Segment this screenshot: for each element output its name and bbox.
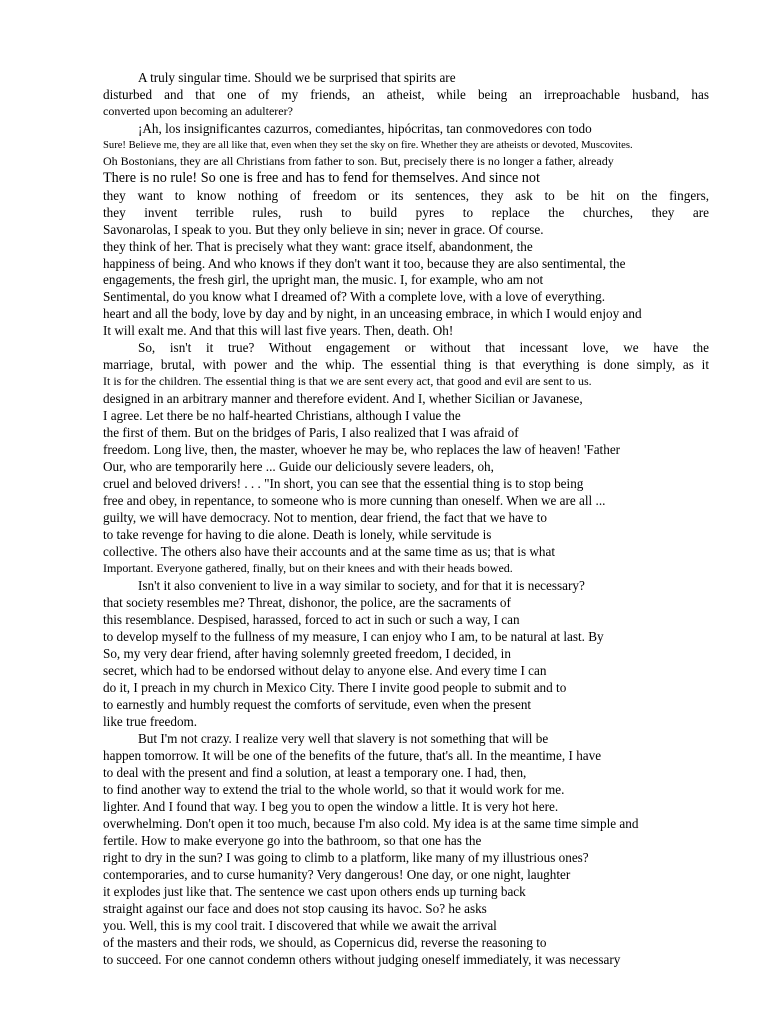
text-line: they invent terrible rules, rush to build pyres to replace the churches, they are [103, 205, 709, 220]
text-line: do it, I preach in my church in Mexico City. There I invite good people to submit and to [103, 680, 567, 695]
text-line: converted upon becoming an adulterer? [103, 104, 293, 118]
text-line: happiness of being. And who knows if they don't want it too, because they are also sentimental, the [103, 256, 626, 271]
text-line: right to dry in the sun? I was going to climb to a platform, like many of my illustrious ones? [103, 850, 589, 865]
text-line: free and obey, in repentance, to someone who is more cunning than oneself. When we are all ... [103, 493, 606, 508]
text-line: to earnestly and humbly request the comforts of servitude, even when the present [103, 697, 532, 712]
text-line: the first of them. But on the bridges of Paris, I also realized that I was afraid of [103, 425, 519, 440]
text-line: collective. The others also have their accounts and at the same time as us; that is what [103, 544, 556, 559]
text-line: they think of her. That is precisely what they want: grace itself, abandonment, the [103, 239, 533, 254]
text-line: Sentimental, do you know what I dreamed of? With a complete love, with a love of everything. [103, 289, 606, 304]
text-line: Important. Everyone gathered, finally, but on their knees and with their heads bowed. [103, 561, 513, 575]
text-line: to develop myself to the fullness of my measure, I can enjoy who I am, to be natural at last. By [103, 629, 604, 644]
text-line: heart and all the body, love by day and by night, in an unceasing embrace, in which I would enjoy and [103, 306, 642, 321]
text-line: guilty, we will have democracy. Not to mention, dear friend, the fact that we have to [103, 510, 547, 525]
text-line: contemporaries, and to curse humanity? Very dangerous! One day, or one night, laughter [103, 867, 571, 882]
text-line: designed in an arbitrary manner and therefore evident. And I, whether Sicilian or Javanese, [103, 391, 583, 406]
text-line: to succeed. For one cannot condemn others without judging oneself immediately, it was necessary [103, 952, 621, 967]
text-line: Isn't it also convenient to live in a way similar to society, and for that it is necessary? [138, 578, 585, 593]
text-line: this resemblance. Despised, harassed, forced to act in such or such a way, I can [103, 612, 520, 627]
text-line: Savonarolas, I speak to you. But they only believe in sin; never in grace. Of course. [103, 222, 544, 237]
text-line: happen tomorrow. It will be one of the benefits of the future, that's all. In the meantime, I have [103, 748, 602, 763]
text-line: of the masters and their rods, we should, as Copernicus did, reverse the reasoning to [103, 935, 547, 950]
text-line: ¡Ah, los insignificantes cazurros, comediantes, hipócritas, tan conmovedores con todo [138, 121, 592, 136]
text-line: It is for the children. The essential thing is that we are sent every act, that good and evil are sent to us. [103, 374, 592, 388]
text-line: So, isn't it true? Without engagement or without that incessant love, we have the [138, 340, 709, 355]
text-line: A truly singular time. Should we be surprised that spirits are [138, 70, 456, 85]
text-line: fertile. How to make everyone go into the bathroom, so that one has the [103, 833, 482, 848]
text-line: cruel and beloved drivers! . . . "In short, you can see that the essential thing is to stop being [103, 476, 584, 491]
text-line: to take revenge for having to die alone. Death is lonely, while servitude is [103, 527, 492, 542]
text-line: lighter. And I found that way. I beg you to open the window a little. It is very hot here. [103, 799, 559, 814]
text-line: to find another way to extend the trial to the whole world, so that it would work for me. [103, 782, 565, 797]
text-line: freedom. Long live, then, the master, whoever he may be, who replaces the law of heaven! 'Father [103, 442, 621, 457]
text-line: that society resembles me? Threat, dishonor, the police, are the sacraments of [103, 595, 511, 610]
text-line: to deal with the present and find a solution, at least a temporary one. I had, then, [103, 765, 527, 780]
text-line: So, my very dear friend, after having solemnly greeted freedom, I decided, in [103, 646, 511, 661]
text-line: they want to know nothing of freedom or its sentences, they ask to be hit on the fingers, [103, 188, 709, 203]
text-line: you. Well, this is my cool trait. I discovered that while we await the arrival [103, 918, 497, 933]
text-line: It will exalt me. And that this will last five years. Then, death. Oh! [103, 323, 454, 338]
text-line: disturbed and that one of my friends, an atheist, while being an irreproachable husband, has [103, 87, 709, 102]
text-line: overwhelming. Don't open it too much, because I'm also cold. My idea is at the same time simple and [103, 816, 639, 831]
text-line: marriage, brutal, with power and the whip. The essential thing is that everything is done simply, as it [103, 357, 709, 372]
text-line: straight against our face and does not stop causing its havoc. So? he asks [103, 901, 487, 916]
text-line: it explodes just like that. The sentence we cast upon others ends up turning back [103, 884, 526, 899]
text-line: secret, which had to be endorsed without delay to anyone else. And every time I can [103, 663, 547, 678]
text-line: like true freedom. [103, 714, 198, 729]
text-line: Sure! Believe me, they are all like that, even when they set the sky on fire. Whether they are atheists or devoted, Muscovites. [103, 140, 633, 151]
text-line: But I'm not crazy. I realize very well that slavery is not something that will be [138, 731, 549, 746]
text-line: engagements, the fresh girl, the upright man, the music. I, for example, who am not [103, 272, 544, 287]
text-line: Our, who are temporarily here ... Guide our deliciously severe leaders, oh, [103, 459, 494, 474]
text-line: I agree. Let there be no half-hearted Christians, although I value the [103, 408, 461, 423]
text-line: Oh Bostonians, they are all Christians from father to son. But, precisely there is no longer a father, already [103, 154, 614, 168]
text-line: There is no rule! So one is free and has to fend for themselves. And since not [103, 170, 540, 186]
